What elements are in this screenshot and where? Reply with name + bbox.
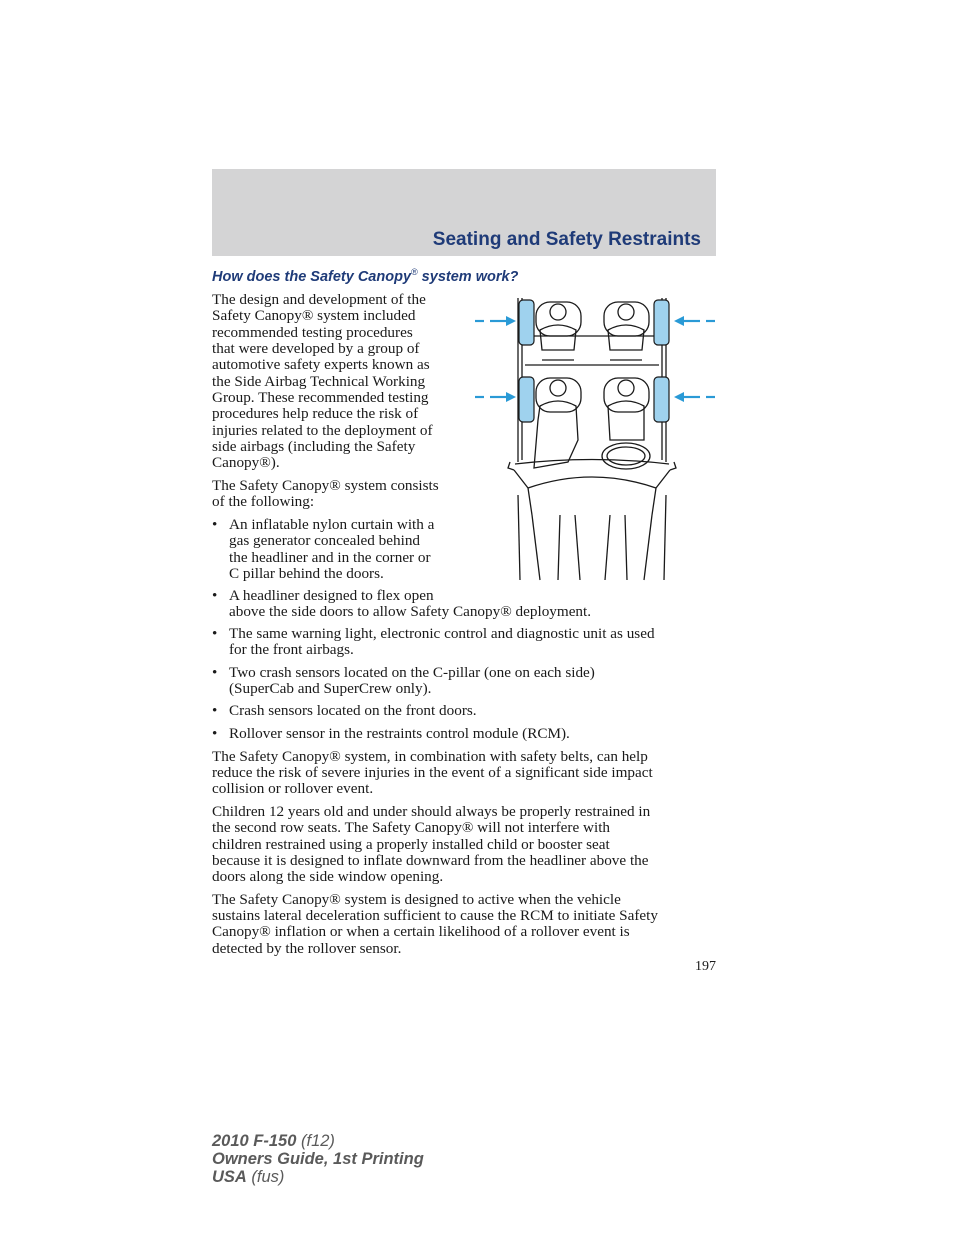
footer-edition bbox=[212, 1132, 424, 1186]
vehicle-airbag-figure bbox=[470, 290, 720, 585]
footer-line bbox=[212, 1168, 424, 1186]
footer-line bbox=[212, 1132, 424, 1150]
airbag-rear-left bbox=[519, 377, 534, 422]
footer-printing: Owners Guide, 1st Printing bbox=[212, 1150, 424, 1168]
text-line: Crash sensors located on the front doors. bbox=[229, 702, 477, 719]
text-line: for the front airbags. bbox=[229, 641, 354, 658]
text-line: Canopy®). bbox=[212, 454, 280, 471]
text-line: the second row seats. The Safety Canopy® will not interfere with bbox=[212, 819, 611, 836]
text-line: children restrained using a properly installed child or booster seat bbox=[212, 836, 610, 853]
bullet-marker: • bbox=[212, 516, 218, 533]
text-line: the Side Airbag Technical Working bbox=[212, 373, 426, 390]
text-line: procedures help reduce the risk of bbox=[212, 405, 419, 422]
footer-market: USA bbox=[212, 1168, 247, 1186]
text-line: Children 12 years old and under should always be properly restrained in bbox=[212, 803, 651, 820]
text-line: (SuperCab and SuperCrew only). bbox=[229, 680, 432, 697]
airbag-front-right bbox=[654, 300, 669, 345]
text-line: automotive safety experts known as bbox=[212, 356, 430, 373]
registered-mark: ® bbox=[411, 267, 418, 277]
text-line: C pillar behind the doors. bbox=[229, 565, 384, 582]
heading-text-end: system work? bbox=[417, 268, 519, 285]
text-line: The same warning light, electronic control and diagnostic unit as used bbox=[229, 625, 655, 642]
footer-line bbox=[212, 1150, 424, 1168]
bullet-marker: • bbox=[212, 625, 218, 642]
heading-text: How does the Safety Canopy bbox=[212, 268, 412, 285]
text-line: recommended testing procedures bbox=[212, 324, 413, 341]
text-line: injuries related to the deployment of bbox=[212, 422, 433, 439]
airbag-rear-right bbox=[654, 377, 669, 422]
text-line: the headliner and in the corner or bbox=[229, 549, 431, 566]
text-line: of the following: bbox=[212, 493, 315, 510]
bullet-marker: • bbox=[212, 702, 218, 719]
text-line: The design and development of the bbox=[212, 291, 426, 308]
text-line: doors along the side window opening. bbox=[212, 868, 444, 885]
text-line: Rollover sensor in the restraints control module (RCM). bbox=[229, 725, 570, 742]
text-line: The Safety Canopy® system, in combination with safety belts, can help bbox=[212, 748, 648, 765]
bullet-marker: • bbox=[212, 664, 218, 681]
text-line: sustains lateral deceleration sufficient to cause the RCM to initiate Safety bbox=[212, 907, 658, 924]
footer-code: (f12) bbox=[296, 1132, 335, 1150]
airbag-front-left bbox=[519, 300, 534, 345]
text-line: Group. These recommended testing bbox=[212, 389, 429, 406]
text-line: gas generator concealed behind bbox=[229, 532, 421, 549]
footer-market-code: (fus) bbox=[246, 1168, 285, 1186]
bullet-marker: • bbox=[212, 587, 218, 604]
header-band bbox=[212, 169, 716, 256]
bullet-marker: • bbox=[212, 725, 218, 742]
text-line: A headliner designed to flex open bbox=[229, 587, 434, 604]
text-line: because it is designed to inflate downward from the headliner above the bbox=[212, 852, 649, 869]
text-line: above the side doors to allow Safety Canopy® deployment. bbox=[229, 603, 592, 620]
text-line: Two crash sensors located on the C-pillar (one on each side) bbox=[229, 664, 595, 681]
text-line: The Safety Canopy® system is designed to active when the vehicle bbox=[212, 891, 621, 908]
page-number: 197 bbox=[695, 959, 716, 974]
footer-model: 2010 F-150 bbox=[212, 1132, 297, 1150]
text-line: detected by the rollover sensor. bbox=[212, 940, 402, 957]
text-line: Canopy® inflation or when a certain likelihood of a rollover event is bbox=[212, 923, 630, 940]
text-line: Safety Canopy® system included bbox=[212, 307, 416, 324]
text-line: An inflatable nylon curtain with a bbox=[229, 516, 435, 533]
text-line: The Safety Canopy® system consists bbox=[212, 477, 439, 494]
chapter-title: Seating and Safety Restraints bbox=[432, 229, 701, 250]
text-line: reduce the risk of severe injuries in the event of a significant side impact bbox=[212, 764, 653, 781]
section-heading bbox=[212, 267, 518, 285]
text-line: side airbags (including the Safety bbox=[212, 438, 416, 455]
text-line: collision or rollover event. bbox=[212, 780, 374, 797]
vehicle-top-view-icon bbox=[470, 290, 720, 585]
text-line: that were developed by a group of bbox=[212, 340, 420, 357]
